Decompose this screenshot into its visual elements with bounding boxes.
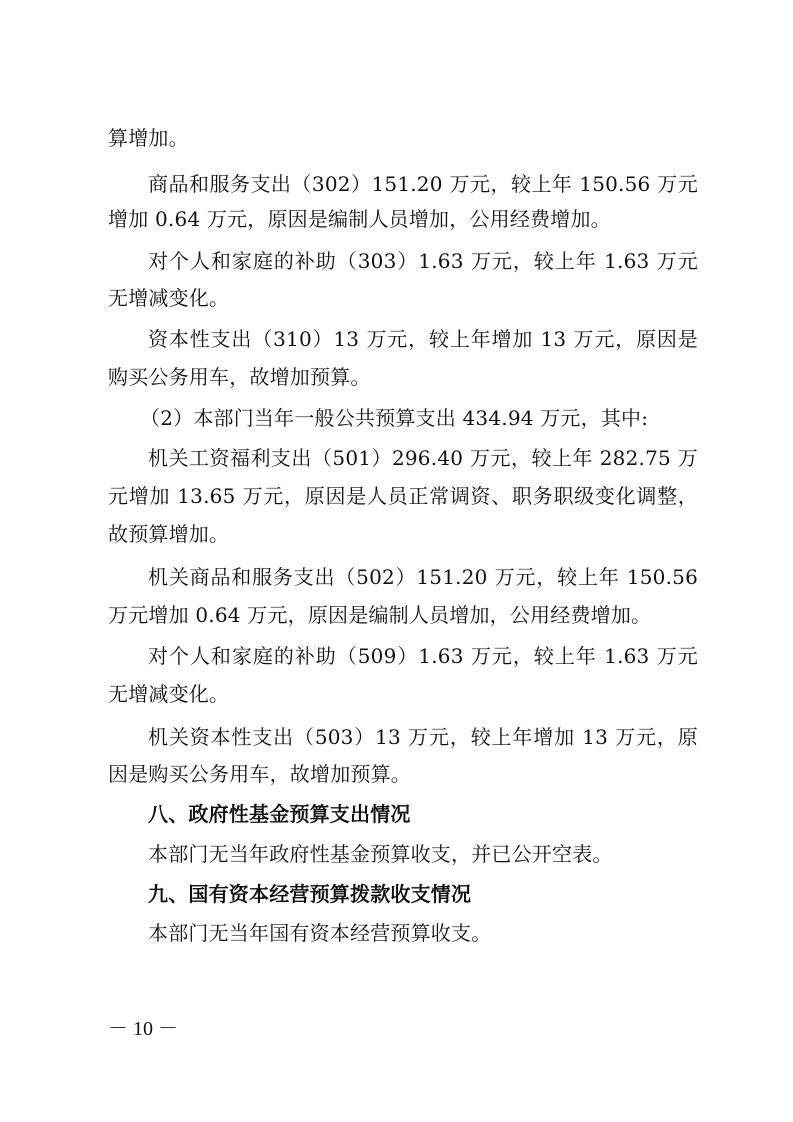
paragraph-line-4: 对个人和家庭的补助（303）1.63 万元，较上年 1.63 万元: [148, 249, 698, 273]
paragraph-line-18: 本部门无当年政府性基金预算收支，并已公开空表。: [148, 842, 613, 866]
paragraph-line-5: 无增减变化。: [108, 286, 230, 310]
page-number: － 10 －: [108, 1018, 178, 1040]
paragraph-line-9: 机关工资福利支出（501）296.40 万元，较上年 282.75 万: [148, 446, 698, 470]
paragraph-line-12: 机关商品和服务支出（502）151.20 万元，较上年 150.56: [148, 565, 698, 589]
paragraph-line-2: 商品和服务支出（302）151.20 万元，较上年 150.56 万元: [148, 172, 698, 196]
paragraph-line-14: 对个人和家庭的补助（509）1.63 万元，较上年 1.63 万元: [148, 644, 698, 668]
paragraph-line-3: 增加 0.64 万元，原因是编制人员增加，公用经费增加。: [108, 207, 611, 231]
section-heading-9: 九、国有资本经营预算拨款收支情况: [148, 882, 472, 906]
paragraph-line-13: 万元增加 0.64 万元，原因是编制人员增加，公用经费增加。: [108, 603, 652, 627]
paragraph-line-11: 故预算增加。: [108, 522, 230, 546]
paragraph-line-16: 机关资本性支出（503）13 万元，较上年增加 13 万元，原: [148, 725, 698, 749]
paragraph-line-7: 购买公务用车，故增加预算。: [108, 365, 371, 389]
paragraph-line-15: 无增减变化。: [108, 682, 230, 706]
paragraph-line-10: 元增加 13.65 万元，原因是人员正常调资、职务职级变化调整，: [108, 484, 698, 508]
section-heading-8: 八、政府性基金预算支出情况: [148, 802, 411, 826]
paragraph-line-17: 因是购买公务用车，故增加预算。: [108, 762, 411, 786]
paragraph-line-6: 资本性支出（310）13 万元，较上年增加 13 万元，原因是: [148, 327, 698, 351]
paragraph-line-1: 算增加。: [108, 126, 189, 150]
paragraph-line-19: 本部门无当年国有资本经营预算收支。: [148, 921, 492, 945]
paragraph-line-8: （2）本部门当年一般公共预算支出 434.94 万元，其中:: [140, 406, 649, 430]
